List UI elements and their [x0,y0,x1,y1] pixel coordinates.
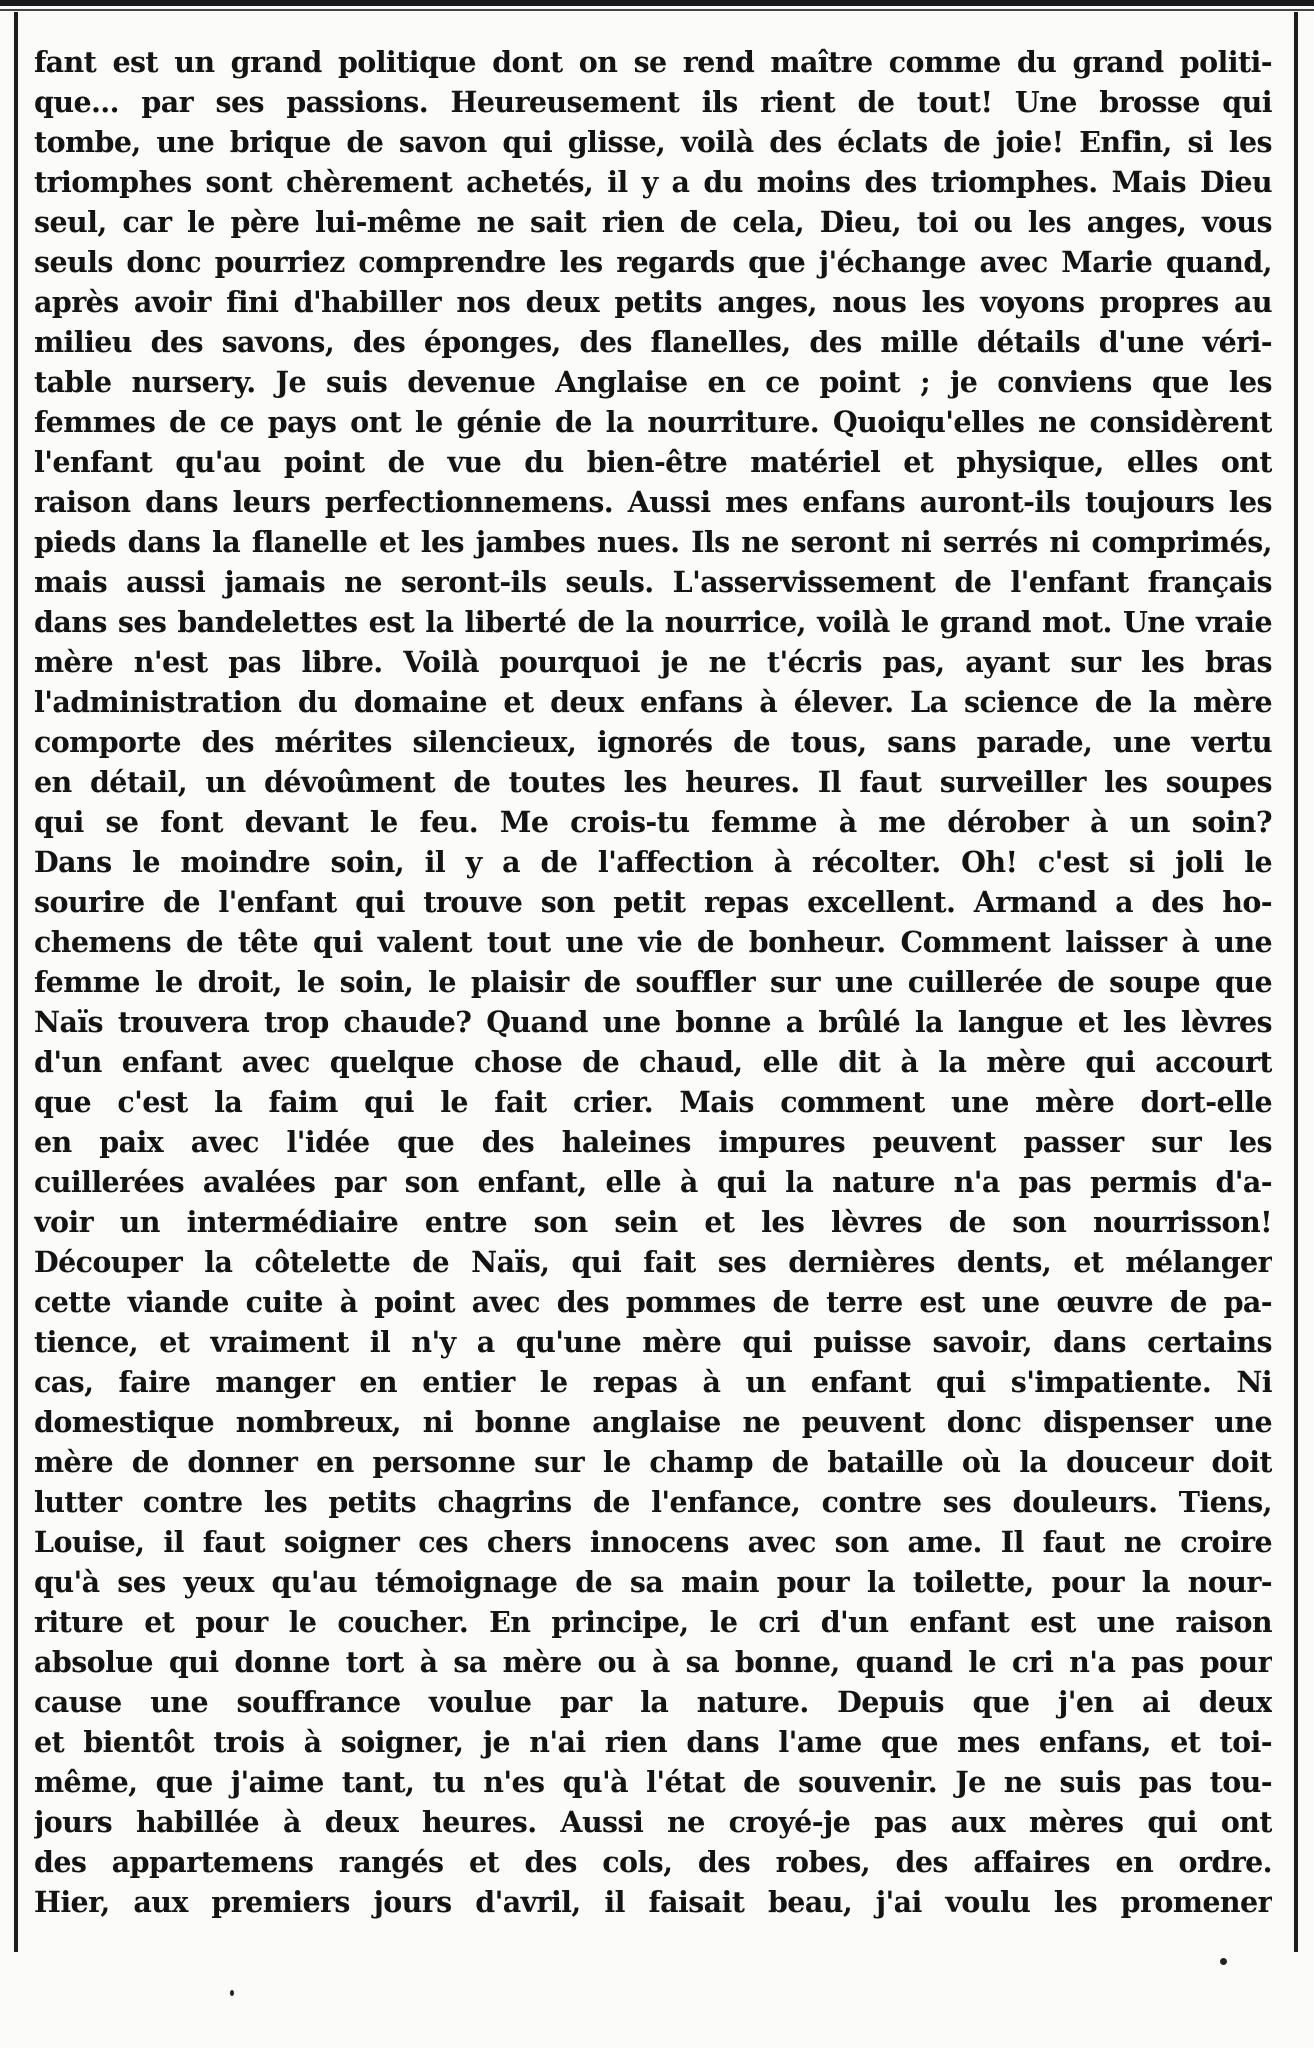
text-line: que... par ses passions. Heureusement ils rient de tout! Une brosse qui [34,85,1272,119]
text-line: en paix avec l'idée que des haleines impures peuvent passer sur les [34,1125,1272,1159]
text-line: cette viande cuite à point avec des pommes de terre est une œuvre de pa- [34,1285,1272,1319]
text-line: mère de donner en personne sur le champ de bataille où la douceur doit [34,1445,1272,1479]
text-line: sourire de l'enfant qui trouve son petit repas excellent. Armand a des ho- [34,885,1272,919]
text-line: mais aussi jamais ne seront-ils seuls. L'asservissement de l'enfant français [34,565,1272,599]
text-line: pieds dans la flanelle et les jambes nues. Ils ne seront ni serrés ni comprimés, [34,525,1272,559]
top-rule-thin [0,9,1314,11]
text-line: d'un enfant avec quelque chose de chaud, elle dit à la mère qui accourt [34,1045,1272,1079]
text-line: des appartemens rangés et des cols, des robes, des affaires en ordre. [34,1845,1272,1879]
text-line: table nursery. Je suis devenue Anglaise en ce point ; je conviens que les [34,365,1272,399]
text-line: cas, faire manger en entier le repas à un enfant qui s'impatiente. Ni [34,1365,1272,1399]
text-line: raison dans leurs perfectionnemens. Aussi mes enfans auront-ils toujours les [34,485,1272,519]
text-line: femmes de ce pays ont le génie de la nourriture. Quoiqu'elles ne considèrent [34,405,1272,439]
text-line: Dans le moindre soin, il y a de l'affection à récolter. Oh! c'est si joli le [34,845,1272,879]
left-column-rule [14,12,18,1952]
text-line: triomphes sont chèrement achetés, il y a du moins des triomphes. Mais Dieu [34,165,1272,199]
text-line: Louise, il faut soigner ces chers innocens avec son ame. Il faut ne croire [34,1525,1272,1559]
text-line: que c'est la faim qui le fait crier. Mais comment une mère dort-elle [34,1085,1272,1119]
text-line: même, que j'aime tant, tu n'es qu'à l'état de souvenir. Je ne suis pas tou- [34,1765,1272,1799]
text-line: mère n'est pas libre. Voilà pourquoi je ne t'écris pas, ayant sur les bras [34,645,1272,679]
text-line: lutter contre les petits chagrins de l'enfance, contre ses douleurs. Tiens, [34,1485,1272,1519]
text-line: après avoir fini d'habiller nos deux petits anges, nous les voyons propres au [34,285,1272,319]
text-line: absolue qui donne tort à sa mère ou à sa bonne, quand le cri n'a pas pour [34,1645,1272,1679]
text-line: dans ses bandelettes est la liberté de la nourrice, voilà le grand mot. Une vraie [34,605,1272,639]
text-line: tience, et vraiment il n'y a qu'une mère qui puisse savoir, dans certains [34,1325,1272,1359]
text-line: et bientôt trois à soigner, je n'ai rien dans l'ame que mes enfans, et toi- [34,1725,1272,1759]
text-line: tombe, une brique de savon qui glisse, voilà des éclats de joie! Enfin, si les [34,125,1272,159]
text-line: voir un intermédiaire entre son sein et les lèvres de son nourrisson! [34,1205,1272,1239]
text-line: en détail, un dévoûment de toutes les heures. Il faut surveiller les soupes [34,765,1272,799]
scan-speck [1220,1958,1227,1965]
text-line: jours habillée à deux heures. Aussi ne croyé-je pas aux mères qui ont [34,1805,1272,1839]
text-line: cause une souffrance voulue par la nature. Depuis que j'en ai deux [34,1685,1272,1719]
text-line: fant est un grand politique dont on se rend maître comme du grand politi- [34,45,1272,79]
scan-speck [230,1990,234,1996]
text-line: femme le droit, le soin, le plaisir de souffler sur une cuillerée de soupe que [34,965,1272,999]
text-line: Hier, aux premiers jours d'avril, il faisait beau, j'ai voulu les promener [34,1885,1272,1919]
top-rule [0,0,1314,6]
right-column-rule [1294,12,1298,1952]
text-line: Découper la côtelette de Naïs, qui fait ses dernières dents, et mélanger [34,1245,1272,1279]
text-line: comporte des mérites silencieux, ignorés de tous, sans parade, une vertu [34,725,1272,759]
text-line: seuls donc pourriez comprendre les regards que j'échange avec Marie quand, [34,245,1272,279]
text-line: milieu des savons, des éponges, des flanelles, des mille détails d'une véri- [34,325,1272,359]
text-line: Naïs trouvera trop chaude? Quand une bonne a brûlé la langue et les lèvres [34,1005,1272,1039]
text-line: l'enfant qu'au point de vue du bien-être matériel et physique, elles ont [34,445,1272,479]
text-line: domestique nombreux, ni bonne anglaise ne peuvent donc dispenser une [34,1405,1272,1439]
text-line: qui se font devant le feu. Me crois-tu femme à me dérober à un soin? [34,805,1272,839]
text-line: seul, car le père lui-même ne sait rien de cela, Dieu, toi ou les anges, vous [34,205,1272,239]
text-line: qu'à ses yeux qu'au témoignage de sa main pour la toilette, pour la nour- [34,1565,1272,1599]
text-column [34,42,1272,1942]
text-line: chemens de tête qui valent tout une vie de bonheur. Comment laisser à une [34,925,1272,959]
text-line: l'administration du domaine et deux enfans à élever. La science de la mère [34,685,1272,719]
text-line: riture et pour le coucher. En principe, le cri d'un enfant est une raison [34,1605,1272,1639]
text-line: cuillerées avalées par son enfant, elle à qui la nature n'a pas permis d'a- [34,1165,1272,1199]
